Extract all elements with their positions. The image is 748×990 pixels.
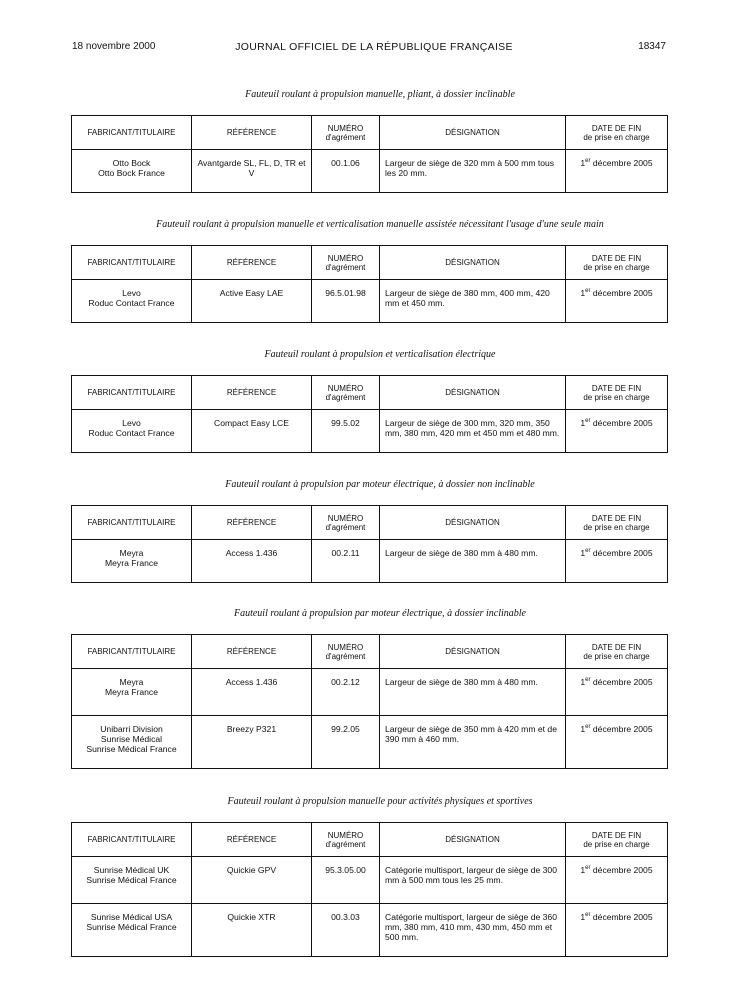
col-header-date	[566, 246, 668, 280]
cell-date	[566, 716, 668, 769]
cell-date	[566, 540, 668, 583]
col-header-fabricant: FABRICANT/TITULAIRE	[72, 116, 192, 150]
approval-table	[71, 115, 668, 193]
header-row	[72, 376, 668, 410]
approval-table	[71, 822, 668, 957]
col-header-numero-line2: d'agrément	[325, 132, 366, 142]
col-header-fabricant: FABRICANT/TITULAIRE	[72, 823, 192, 857]
cell-fabricant	[72, 540, 192, 583]
cell-fabricant	[72, 410, 192, 453]
col-header-reference: RÉFÉRENCE	[192, 635, 312, 669]
cell-designation: Largeur de siège de 320 mm à 500 mm tous les 20 mm.	[380, 150, 566, 193]
col-header-reference: RÉFÉRENCE	[192, 116, 312, 150]
col-header-numero	[312, 635, 380, 669]
date-day: 1	[580, 288, 586, 298]
cell-numero: 00.2.12	[312, 669, 380, 716]
table-row	[72, 669, 668, 716]
approval-table	[71, 375, 668, 453]
cell-designation: Largeur de siège de 350 mm à 420 mm et de 390 mm à 460 mm.	[380, 716, 566, 769]
header-date: 18 novembre 2000	[72, 41, 156, 52]
col-header-fabricant: FABRICANT/TITULAIRE	[72, 246, 192, 280]
col-header-numero	[312, 116, 380, 150]
col-header-numero	[312, 823, 380, 857]
fabricant-line: Meyra	[119, 677, 144, 687]
header-row	[72, 506, 668, 540]
col-header-numero-line1: NUMÉRO	[327, 123, 364, 133]
fabricant-line: Roduc Contact France	[88, 298, 175, 308]
col-header-date-line2: de prise en charge	[583, 522, 650, 532]
col-header-date-line1: DATE DE FIN	[591, 383, 642, 393]
cell-fabricant	[72, 280, 192, 323]
col-header-reference: RÉFÉRENCE	[192, 246, 312, 280]
cell-date	[566, 280, 668, 323]
col-header-date-line2: de prise en charge	[583, 651, 650, 661]
col-header-designation: DÉSIGNATION	[380, 116, 566, 150]
col-header-date-line1: DATE DE FIN	[591, 513, 642, 523]
col-header-numero-line2: d'agrément	[325, 262, 366, 272]
section-title: Fauteuil roulant à propulsion par moteur électrique, à dossier inclinable	[233, 608, 526, 619]
date-rest: décembre 2005	[590, 418, 653, 428]
col-header-date	[566, 116, 668, 150]
section-title: Fauteuil roulant à propulsion manuelle et verticalisation manuelle assistée nécessitant l'usage d'une seule main	[156, 219, 604, 230]
col-header-numero-line1: NUMÉRO	[327, 383, 364, 393]
fabricant-line: Levo	[122, 418, 141, 428]
cell-fabricant	[72, 150, 192, 193]
col-header-fabricant: FABRICANT/TITULAIRE	[72, 376, 192, 410]
col-header-date-line1: DATE DE FIN	[591, 123, 642, 133]
date-day: 1	[580, 677, 586, 687]
header-row	[72, 116, 668, 150]
col-header-numero-line2: d'agrément	[325, 522, 366, 532]
fabricant-line: Sunrise Médical France	[86, 875, 177, 885]
col-header-numero-line1: NUMÉRO	[327, 513, 364, 523]
date-rest: décembre 2005	[590, 912, 653, 922]
section-title: Fauteuil roulant à propulsion et verticalisation électrique	[264, 349, 496, 360]
col-header-date-line2: de prise en charge	[583, 262, 650, 272]
date-ordinal: er	[585, 288, 591, 295]
section-title: Fauteuil roulant à propulsion par moteur électrique, à dossier non inclinable	[225, 479, 535, 490]
cell-date	[566, 904, 668, 957]
col-header-designation: DÉSIGNATION	[380, 376, 566, 410]
col-header-reference: RÉFÉRENCE	[192, 506, 312, 540]
col-header-numero-line2: d'agrément	[325, 839, 366, 849]
date-day: 1	[580, 865, 586, 875]
col-header-numero-line2: d'agrément	[325, 651, 366, 661]
cell-reference: Active Easy LAE	[192, 280, 312, 323]
date-ordinal: er	[585, 865, 591, 872]
cell-designation: Largeur de siège de 380 mm, 400 mm, 420 mm et 450 mm.	[380, 280, 566, 323]
date-day: 1	[580, 158, 586, 168]
cell-fabricant	[72, 857, 192, 904]
fabricant-line: Meyra	[119, 548, 144, 558]
date-day: 1	[580, 912, 586, 922]
approval-table	[71, 505, 668, 583]
col-header-designation: DÉSIGNATION	[380, 246, 566, 280]
cell-designation: Largeur de siège de 300 mm, 320 mm, 350 mm, 380 mm, 420 mm et 450 mm et 480 mm.	[380, 410, 566, 453]
col-header-numero-line2: d'agrément	[325, 392, 366, 402]
table-row	[72, 857, 668, 904]
cell-reference: Access 1.436	[192, 540, 312, 583]
date-rest: décembre 2005	[590, 865, 653, 875]
table-row	[72, 716, 668, 769]
col-header-fabricant: FABRICANT/TITULAIRE	[72, 635, 192, 669]
cell-designation: Catégorie multisport, largeur de siège de 360 mm, 380 mm, 410 mm, 430 mm, 450 mm et 500 mm.	[380, 904, 566, 957]
cell-date	[566, 150, 668, 193]
date-day: 1	[580, 418, 586, 428]
header-page-number: 18347	[638, 41, 666, 52]
date-ordinal: er	[585, 724, 591, 731]
fabricant-line: Sunrise Médical	[100, 734, 163, 744]
col-header-fabricant: FABRICANT/TITULAIRE	[72, 506, 192, 540]
date-rest: décembre 2005	[590, 677, 653, 687]
table-row	[72, 280, 668, 323]
cell-date	[566, 669, 668, 716]
fabricant-line: Sunrise Médical UK	[93, 865, 170, 875]
section-title: Fauteuil roulant à propulsion manuelle pour activités physiques et sportives	[227, 796, 533, 807]
cell-fabricant	[72, 669, 192, 716]
col-header-date-line2: de prise en charge	[583, 392, 650, 402]
cell-numero: 00.3.03	[312, 904, 380, 957]
cell-numero: 00.1.06	[312, 150, 380, 193]
fabricant-line: Levo	[122, 288, 141, 298]
section-title: Fauteuil roulant à propulsion manuelle, pliant, à dossier inclinable	[245, 89, 515, 100]
cell-designation: Largeur de siège de 380 mm à 480 mm.	[380, 540, 566, 583]
approval-table	[71, 634, 668, 769]
table-row	[72, 410, 668, 453]
date-day: 1	[580, 724, 586, 734]
cell-date	[566, 857, 668, 904]
cell-reference: Access 1.436	[192, 669, 312, 716]
col-header-date-line1: DATE DE FIN	[591, 253, 642, 263]
col-header-reference: RÉFÉRENCE	[192, 823, 312, 857]
col-header-date-line1: DATE DE FIN	[591, 642, 642, 652]
col-header-date-line1: DATE DE FIN	[591, 830, 642, 840]
cell-date	[566, 410, 668, 453]
fabricant-line: Sunrise Médical France	[86, 922, 177, 932]
cell-numero: 99.2.05	[312, 716, 380, 769]
header-journal-title: JOURNAL OFFICIEL DE LA RÉPUBLIQUE FRANÇAISE	[235, 41, 513, 53]
date-ordinal: er	[585, 912, 591, 919]
date-ordinal: er	[585, 677, 591, 684]
fabricant-line: Sunrise Médical France	[86, 744, 177, 754]
cell-numero: 96.5.01.98	[312, 280, 380, 323]
date-ordinal: er	[585, 418, 591, 425]
date-day: 1	[580, 548, 586, 558]
col-header-designation: DÉSIGNATION	[380, 823, 566, 857]
col-header-date-line2: de prise en charge	[583, 839, 650, 849]
col-header-date	[566, 376, 668, 410]
col-header-designation: DÉSIGNATION	[380, 635, 566, 669]
col-header-numero	[312, 376, 380, 410]
col-header-numero	[312, 246, 380, 280]
col-header-date-line2: de prise en charge	[583, 132, 650, 142]
table-row	[72, 904, 668, 957]
cell-numero: 00.2.11	[312, 540, 380, 583]
date-rest: décembre 2005	[590, 158, 653, 168]
fabricant-line: Roduc Contact France	[88, 428, 175, 438]
date-ordinal: er	[585, 548, 591, 555]
col-header-date	[566, 506, 668, 540]
fabricant-line: Otto Bock	[112, 158, 151, 168]
col-header-numero-line1: NUMÉRO	[327, 253, 364, 263]
col-header-date	[566, 635, 668, 669]
date-ordinal: er	[585, 158, 591, 165]
fabricant-line: Meyra France	[104, 558, 158, 568]
date-rest: décembre 2005	[590, 724, 653, 734]
col-header-numero-line1: NUMÉRO	[327, 830, 364, 840]
fabricant-line: Unibarri Division	[100, 724, 163, 734]
col-header-reference: RÉFÉRENCE	[192, 376, 312, 410]
cell-reference: Avantgarde SL, FL, D, TR et V	[192, 150, 312, 193]
cell-reference: Quickie GPV	[192, 857, 312, 904]
col-header-numero-line1: NUMÉRO	[327, 642, 364, 652]
table-row	[72, 150, 668, 193]
cell-reference: Quickie XTR	[192, 904, 312, 957]
col-header-designation: DÉSIGNATION	[380, 506, 566, 540]
date-rest: décembre 2005	[590, 548, 653, 558]
col-header-numero	[312, 506, 380, 540]
cell-reference: Breezy P321	[192, 716, 312, 769]
header-row	[72, 823, 668, 857]
table-row	[72, 540, 668, 583]
cell-fabricant	[72, 716, 192, 769]
header-row	[72, 635, 668, 669]
cell-fabricant	[72, 904, 192, 957]
approval-table	[71, 245, 668, 323]
cell-designation: Catégorie multisport, largeur de siège de 300 mm à 500 mm tous les 25 mm.	[380, 857, 566, 904]
cell-designation: Largeur de siège de 380 mm à 480 mm.	[380, 669, 566, 716]
cell-numero: 99.5.02	[312, 410, 380, 453]
fabricant-line: Sunrise Médical USA	[90, 912, 173, 922]
header-row	[72, 246, 668, 280]
cell-numero: 95.3.05.00	[312, 857, 380, 904]
cell-reference: Compact Easy LCE	[192, 410, 312, 453]
fabricant-line: Meyra France	[104, 687, 158, 697]
fabricant-line: Otto Bock France	[98, 168, 165, 178]
col-header-date	[566, 823, 668, 857]
date-rest: décembre 2005	[590, 288, 653, 298]
